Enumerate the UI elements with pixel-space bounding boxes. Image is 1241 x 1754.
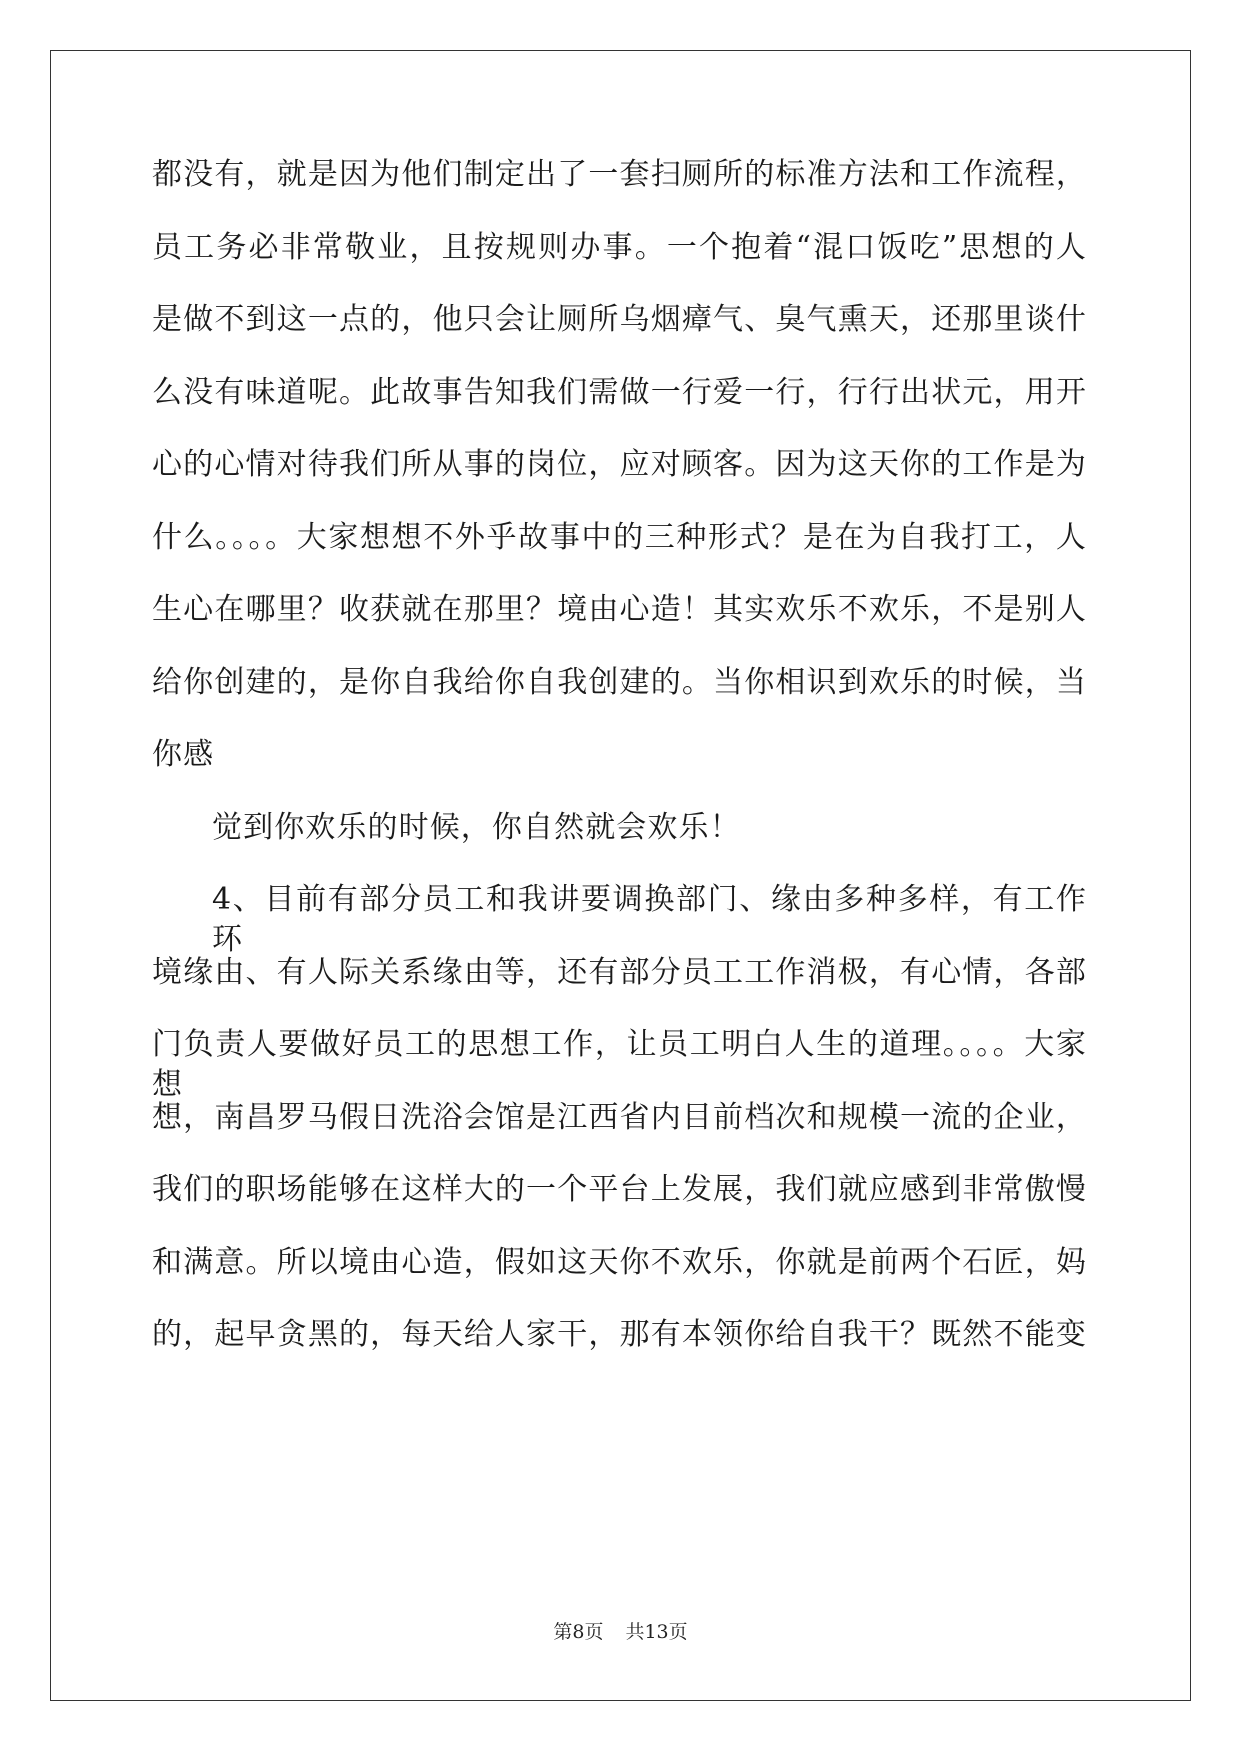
- paragraph-line: 境缘由、有人际关系缘由等，还有部分员工工作消极，有心情，各部: [152, 955, 1087, 990]
- paragraph-line: 的，起早贪黑的，每天给人家干，那有本领你给自我干？既然不能变: [152, 1317, 1087, 1352]
- page-footer: [0, 1620, 1241, 1644]
- paragraph-line: 都没有，就是因为他们制定出了一套扫厕所的标准方法和工作流程，: [152, 157, 1087, 192]
- paragraph-line: 员工务必非常敬业，且按规则办事。一个抱着“混口饭吃”思想的人: [152, 230, 1087, 265]
- page-number: 第8页: [553, 1621, 604, 1643]
- paragraph-line: 你感: [152, 737, 215, 772]
- paragraph-line: 什么。。。。大家想想不外乎故事中的三种形式？是在为自我打工，人: [152, 520, 1087, 555]
- paragraph-line: 么没有味道呢。此故事告知我们需做一行爱一行，行行出状元，用开: [152, 375, 1087, 410]
- page-total: 共13页: [625, 1621, 688, 1643]
- paragraph-line: 门负责人要做好员工的思想工作，让员工明白人生的道理。。。。大家想: [152, 1027, 1087, 1102]
- paragraph-line: 和满意。所以境由心造，假如这天你不欢乐，你就是前两个石匠，妈: [152, 1245, 1087, 1280]
- paragraph-line: 我们的职场能够在这样大的一个平台上发展，我们就应感到非常傲慢: [152, 1172, 1087, 1207]
- page-border: [50, 50, 1191, 1701]
- paragraph-line: 想，南昌罗马假日洗浴会馆是江西省内目前档次和规模一流的企业，: [152, 1100, 1087, 1135]
- paragraph-line: 心的心情对待我们所从事的岗位，应对顾客。因为这天你的工作是为: [152, 447, 1087, 482]
- paragraph-line: 给你创建的，是你自我给你自我创建的。当你相识到欢乐的时候，当: [152, 665, 1087, 700]
- paragraph-line: 4、目前有部分员工和我讲要调换部门、缘由多种多样，有工作环: [212, 882, 1087, 957]
- paragraph-line: 生心在哪里？收获就在那里？境由心造！其实欢乐不欢乐，不是别人: [152, 592, 1087, 627]
- paragraph-line: 觉到你欢乐的时候，你自然就会欢乐！: [212, 810, 741, 845]
- paragraph-line: 是做不到这一点的，他只会让厕所乌烟瘴气、臭气熏天，还那里谈什: [152, 302, 1087, 337]
